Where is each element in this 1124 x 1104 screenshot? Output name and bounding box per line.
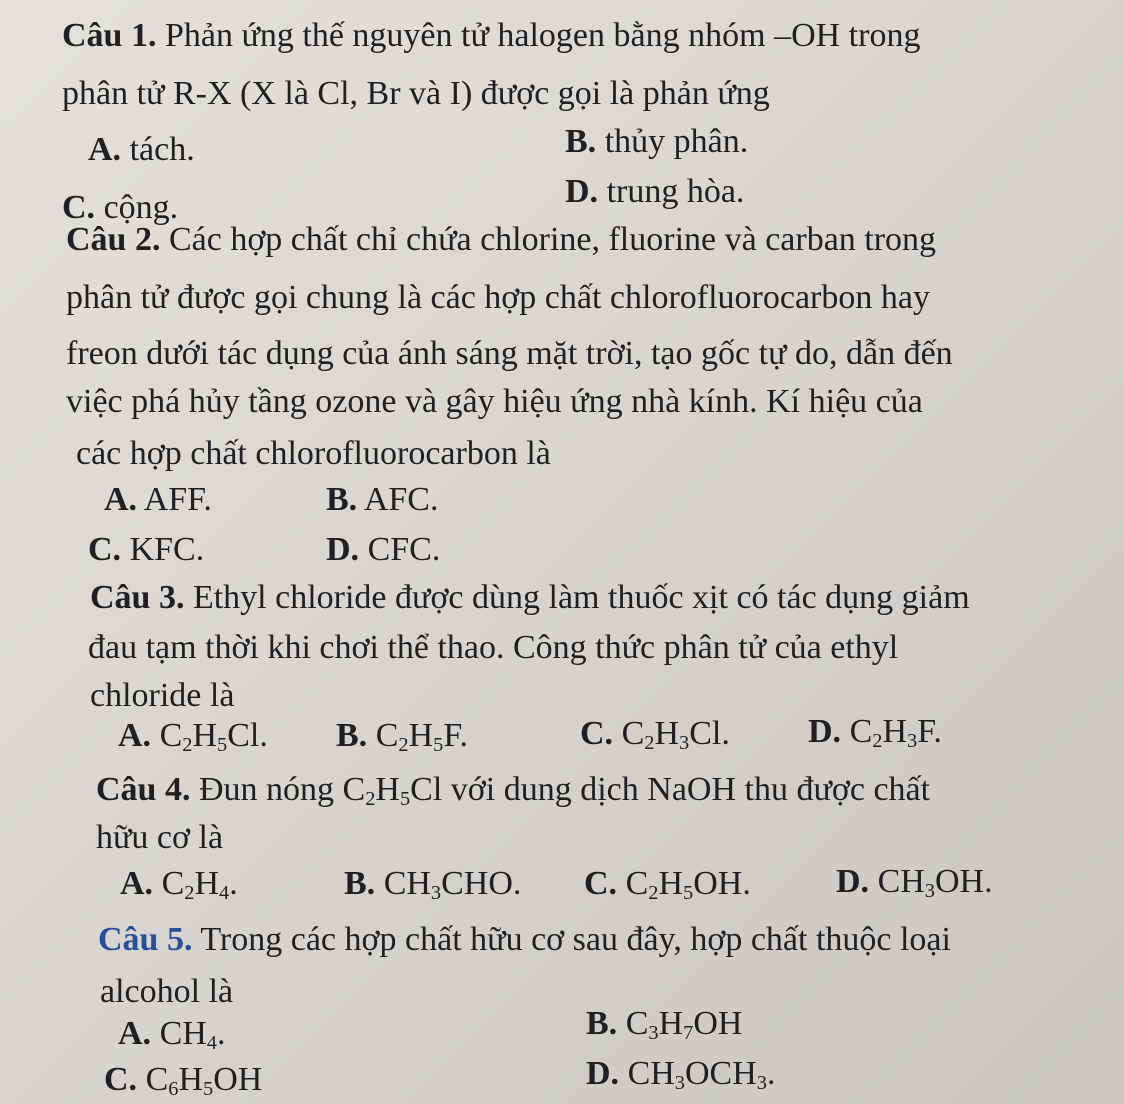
q4-option-b[interactable]: [344, 864, 521, 904]
option-text: AFC.: [363, 481, 439, 518]
q3-text-1: Ethyl chloride được dùng làm thuốc xịt có tác dụng giảm: [192, 579, 970, 616]
option-text: cộng.: [103, 189, 179, 226]
formula: $C_2H_3Cl$.: [621, 715, 730, 755]
option-letter: D.: [808, 713, 842, 750]
q2-line-4: việc phá hủy tầng ozone và gây hiệu ứng nhà kính. Kí hiệu của: [66, 383, 923, 420]
formula: $CH_3CHO$.: [383, 865, 522, 905]
option-letter: A.: [120, 865, 154, 902]
q3-option-a[interactable]: [118, 716, 268, 756]
q4-option-d[interactable]: [836, 862, 993, 902]
q3-line-2: đau tạm thời khi chơi thể thao. Công thức phân tử của ethyl: [88, 629, 899, 666]
option-letter: B.: [565, 123, 597, 160]
q1-option-d[interactable]: [565, 172, 744, 212]
option-letter: D.: [326, 531, 360, 568]
q5-option-b[interactable]: [586, 1004, 742, 1044]
q4-text-1: Đun nóng $C_2H_5Cl$ với dung dịch NaOH thu được chất: [198, 771, 931, 811]
q2-option-d[interactable]: [326, 530, 440, 570]
option-text: thủy phân.: [604, 123, 749, 160]
q1-text-1: Phản ứng thế nguyên tử halogen bằng nhóm –OH trong: [164, 17, 921, 54]
q3-option-b[interactable]: [336, 716, 468, 756]
option-letter: A.: [88, 131, 122, 168]
q3-label: Câu 3.: [90, 579, 185, 616]
option-letter: C.: [88, 531, 122, 568]
option-text: AFF.: [143, 481, 212, 518]
option-text: trung hòa.: [606, 173, 745, 210]
q4-line-2: hữu cơ là: [96, 819, 224, 856]
q2-label: Câu 2.: [66, 221, 161, 258]
option-letter: D.: [836, 863, 870, 900]
q3-option-c[interactable]: [580, 714, 730, 754]
formula: $C_6H_5OH$: [145, 1061, 263, 1101]
formula: $CH_4$.: [159, 1015, 226, 1055]
q2-option-a[interactable]: [104, 480, 212, 520]
q2-line-3: freon dưới tác dụng của ánh sáng mặt trời, tạo gốc tự do, dẫn đến: [66, 335, 953, 372]
q2-line-2: phân tử được gọi chung là các hợp chất chlorofluorocarbon hay: [66, 279, 930, 316]
formula: $C_2H_4$.: [161, 865, 238, 905]
q1-line-1: [62, 16, 920, 56]
option-text: CFC.: [367, 531, 441, 568]
q1-label: Câu 1.: [62, 17, 157, 54]
option-letter: A.: [104, 481, 138, 518]
q4-label: Câu 4.: [96, 771, 191, 808]
option-text: KFC.: [129, 531, 205, 568]
option-text: tách.: [129, 131, 195, 168]
option-letter: C.: [584, 865, 618, 902]
q3-line-3: chloride là: [90, 677, 235, 714]
formula: $CH_3OCH_3$.: [627, 1055, 776, 1095]
formula: $C_2H_5Cl$.: [159, 717, 268, 757]
option-letter: C.: [104, 1061, 138, 1098]
q1-line-2: phân tử R-X (X là Cl, Br và I) được gọi là phản ứng: [62, 75, 770, 112]
option-letter: B.: [344, 865, 376, 902]
q5-line-2: alcohol là: [100, 973, 234, 1010]
option-letter: B.: [336, 717, 368, 754]
q3-line-1: [90, 578, 970, 618]
q5-label: Câu 5.: [98, 921, 193, 958]
option-letter: B.: [326, 481, 358, 518]
option-letter: A.: [118, 1015, 152, 1052]
q2-line-5: các hợp chất chlorofluorocarbon là: [76, 435, 551, 472]
q1-option-b[interactable]: [565, 122, 748, 162]
formula: $C_2H_3F$.: [849, 713, 942, 753]
q5-option-d[interactable]: [586, 1054, 776, 1094]
q1-option-a[interactable]: [88, 130, 195, 170]
formula: $C_3H_7OH$: [625, 1005, 743, 1045]
option-letter: C.: [62, 189, 96, 226]
q5-text-1: Trong các hợp chất hữu cơ sau đây, hợp chất thuộc loại: [200, 921, 951, 958]
q3-option-d[interactable]: [808, 712, 942, 752]
q5-option-c[interactable]: [104, 1060, 262, 1100]
option-letter: A.: [118, 717, 152, 754]
q2-option-b[interactable]: [326, 480, 438, 520]
option-letter: D.: [586, 1055, 620, 1092]
option-letter: B.: [586, 1005, 618, 1042]
formula: $C_2H_5F$.: [375, 717, 469, 757]
q2-line-1: [66, 220, 936, 260]
q4-option-a[interactable]: [120, 864, 238, 904]
formula: $C_2H_5OH$.: [625, 865, 751, 905]
option-letter: D.: [565, 173, 599, 210]
formula: $CH_3OH$.: [877, 863, 993, 903]
q5-line-1: [98, 920, 951, 960]
q4-option-c[interactable]: [584, 864, 751, 904]
q4-line-1: [96, 770, 930, 810]
option-letter: C.: [580, 715, 614, 752]
q5-option-a[interactable]: [118, 1014, 226, 1054]
q2-text-1: Các hợp chất chỉ chứa chlorine, fluorine và carban trong: [168, 221, 937, 258]
q2-option-c[interactable]: [88, 530, 204, 570]
